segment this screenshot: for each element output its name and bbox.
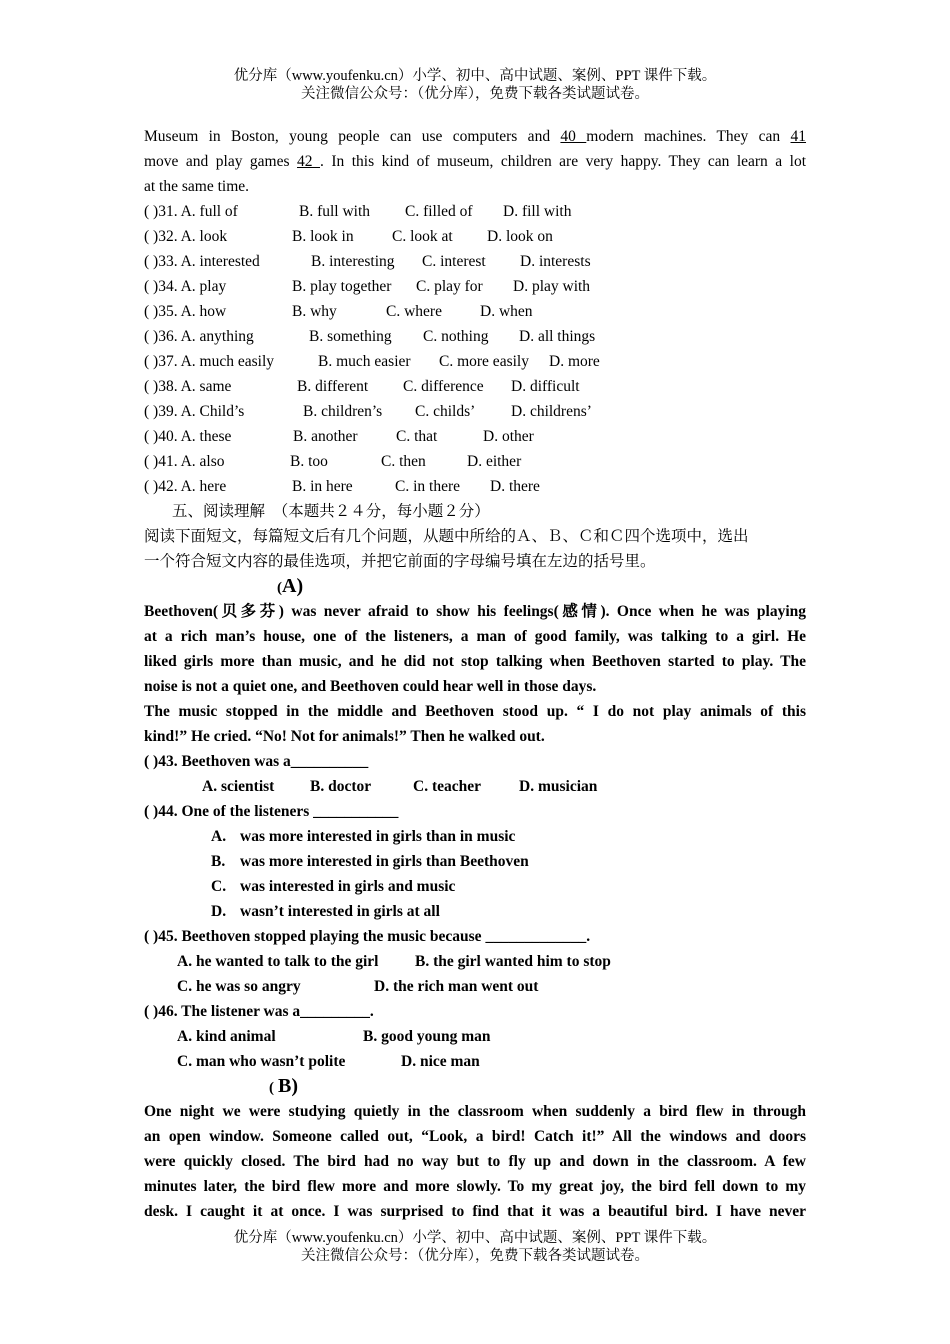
passage-line: noise is not a quiet one, and Beethoven could hear well in those days. — [144, 678, 597, 695]
question-43: ( )43. Beethoven was a__________ — [144, 753, 369, 770]
blank-41: 41 — [790, 128, 807, 145]
question-45-options: C. he was so angry D. the rich man went out — [177, 978, 539, 995]
passage-line: were quickly closed. The bird had no way but to fly up and down in the classroom. A few — [144, 1153, 806, 1170]
cloze-question: ( )35. A. how B. why C. where D. when — [144, 303, 533, 320]
cloze-question: ( )33. A. interested B. interesting C. interest D. interests — [144, 253, 591, 270]
passage-line: The music stopped in the middle and Beethoven stood up. “ I do not play animals of this — [144, 703, 806, 720]
passage-line: One night we were studying quietly in the classroom when suddenly a bird flew in through — [144, 1103, 806, 1120]
page-header — [0, 67, 950, 103]
section-title: 五、阅读理解 （本题共２４分，每小题２分） — [172, 503, 490, 520]
cloze-question: ( )40. A. these B. another C. that D. other — [144, 428, 534, 445]
question-44-option: B. was more interested in girls than Beethoven — [211, 853, 529, 870]
question-46: ( )46. The listener was a_________. — [144, 1003, 374, 1020]
cloze-question: ( )41. A. also B. too C. then D. either — [144, 453, 522, 470]
passage-line: liked girls more than music, and he did not stop talking when Beethoven started to play. The — [144, 653, 806, 670]
footer-line-1: 优分库（www.youfenku.cn）小学、初中、高中试题、案例、PPT 课件下载。 — [233, 1230, 717, 1246]
passage-line: Museum in Boston, young people can use computers and 40 modern machines. They can 41 — [144, 128, 807, 145]
passage-a-heading: (A) — [277, 575, 304, 597]
cloze-question: ( )37. A. much easily B. much easier C. more easily D. more — [144, 353, 600, 370]
passage-a-text — [144, 599, 806, 1074]
section-instruction: 阅读下面短文，每篇短文后有几个问题，从题中所给的Ａ、Ｂ、Ｃ和Ｃ四个选项中，选出 — [144, 528, 749, 545]
passage-line: minutes later, the bird flew more and more slowly. To my great joy, the bird fell down to my — [144, 1178, 806, 1195]
cloze-question: ( )31. A. full of B. full with C. filled of D. fill with — [144, 203, 572, 220]
question-43-options: A. scientist B. doctor C. teacher D. musician — [202, 778, 598, 795]
page-footer — [0, 1229, 950, 1265]
section-instruction: 一个符合短文内容的最佳选项，并把它前面的字母编号填在左边的括号里。 — [144, 553, 656, 570]
question-44-option: D. wasn’t interested in girls at all — [211, 903, 440, 920]
cloze-question: ( )38. A. same B. different C. difference D. difficult — [144, 378, 580, 395]
passage-line: at a rich man’s house, one of the listeners, a man of good family, was talking to a girl. He — [144, 628, 806, 645]
header-line-1: 优分库（www.youfenku.cn）小学、初中、高中试题、案例、PPT 课件下载。 — [233, 68, 717, 84]
cloze-question: ( )39. A. Child’s B. children’s C. childs’ D. childrens’ — [144, 403, 592, 420]
question-45: ( )45. Beethoven stopped playing the music because _____________. — [144, 928, 591, 945]
footer-line-2: 关注微信公众号：（优分库），免费下载各类试题试卷。 — [301, 1248, 649, 1264]
blank-42: 42 — [297, 153, 320, 170]
question-44-option: C. was interested in girls and music — [211, 878, 456, 895]
passage-line: Beethoven(贝多芬) was never afraid to show his feelings(感情). Once when he was playing — [144, 603, 806, 620]
passage-line: move and play games 42 . In this kind of museum, children are very happy. They can learn a lot — [144, 153, 807, 170]
header-line-2: 关注微信公众号：（优分库），免费下载各类试题试卷。 — [301, 86, 649, 102]
question-46-options: A. kind animal B. good young man — [177, 1028, 491, 1045]
cloze-question: ( )34. A. play B. play together C. play for D. play with — [144, 278, 591, 295]
question-44-option: A. was more interested in girls than in music — [211, 828, 516, 845]
cloze-question: ( )32. A. look B. look in C. look at D. look on — [144, 228, 553, 245]
passage-line: desk. I caught it at once. I was surprised to find that it was a beautiful bird. I have never — [144, 1203, 806, 1220]
blank-40: 40 — [560, 128, 587, 145]
question-45-options: A. he wanted to talk to the girl B. the girl wanted him to stop — [177, 953, 611, 970]
passage-line: an open window. Someone called out, “Look, a bird! Catch it!” All the windows and doors — [144, 1128, 806, 1145]
passage-b-text — [144, 1099, 806, 1224]
question-46-options: C. man who wasn’t polite D. nice man — [177, 1053, 480, 1070]
passage-b-heading: ( B) — [269, 1075, 298, 1097]
cloze-question: ( )42. A. here B. in here C. in there D. there — [144, 478, 540, 495]
cloze-question-list — [144, 199, 806, 499]
cloze-question: ( )36. A. anything B. something C. nothing D. all things — [144, 328, 596, 345]
passage-line: at the same time. — [144, 178, 250, 195]
passage-line: kind!” He cried. “No! Not for animals!” Then he walked out. — [144, 728, 545, 745]
question-44: ( )44. One of the listeners ___________ — [144, 803, 399, 820]
page-content — [144, 124, 806, 1224]
